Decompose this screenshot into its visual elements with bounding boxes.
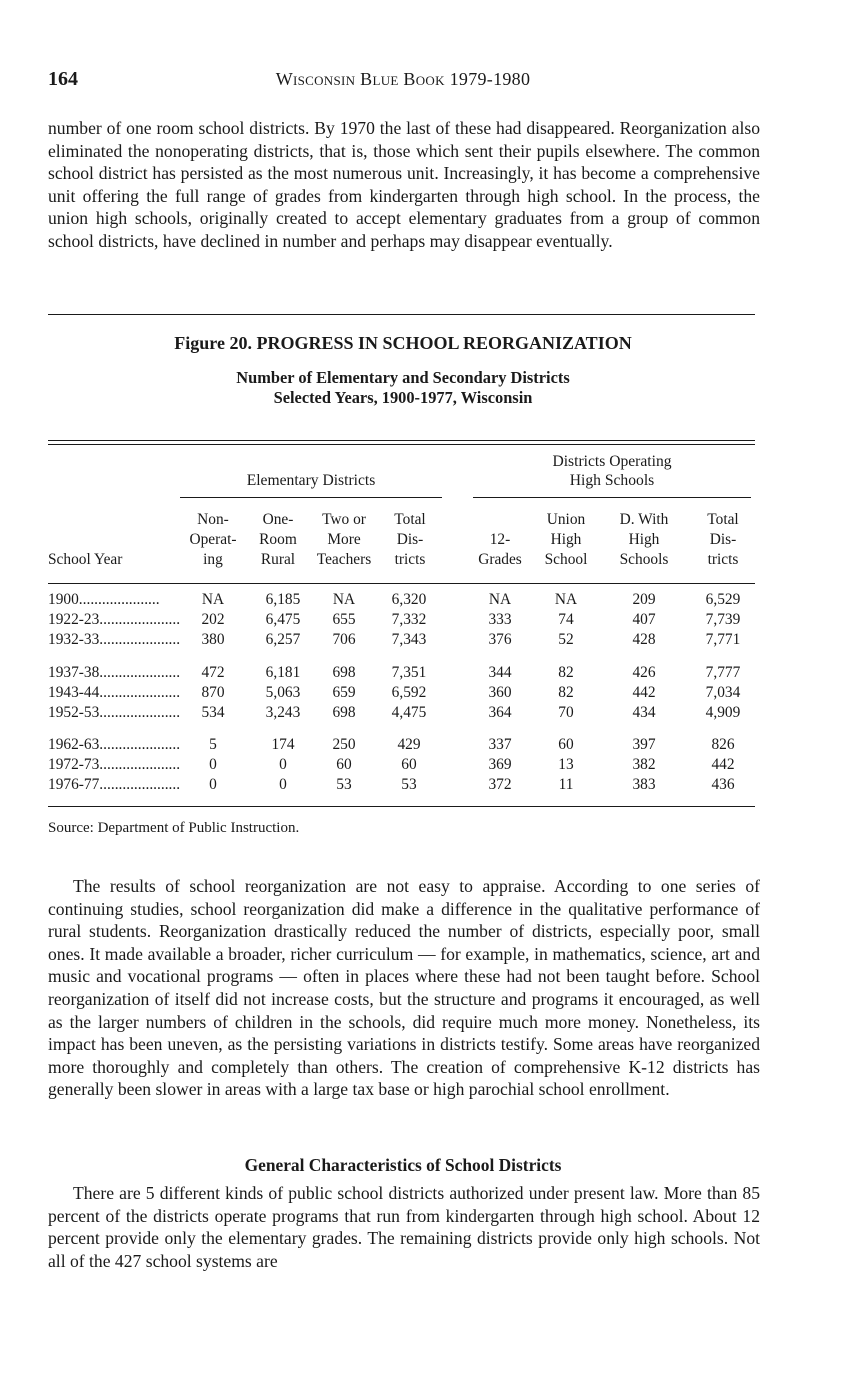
table-cell: 369: [488, 756, 512, 773]
table-cell: 344: [488, 664, 512, 681]
page-header: [48, 68, 758, 94]
table-cell: 472: [201, 664, 225, 681]
column-header: One- Room Rural: [259, 511, 297, 568]
table-cell: 0: [209, 756, 217, 773]
table-cell: 337: [488, 736, 512, 753]
table-row-year: 1952-53.....................: [48, 704, 180, 721]
table-cell: 397: [632, 736, 656, 753]
column-header: Total Dis- tricts: [707, 511, 739, 568]
table-cell: 0: [279, 776, 287, 793]
table-cell: NA: [201, 591, 225, 608]
high-school-group-rule: [473, 497, 751, 498]
figure-subtitle-line1: Number of Elementary and Secondary Districts: [236, 368, 570, 387]
table-cell: 429: [397, 736, 421, 753]
table-cell: 7,332: [391, 611, 427, 628]
table-cell: 7,739: [705, 611, 741, 628]
table-cell: 202: [201, 611, 225, 628]
table-cell: 383: [632, 776, 656, 793]
table-cell: 407: [632, 611, 656, 628]
divider: [48, 314, 755, 315]
table-cell: 382: [632, 756, 656, 773]
table-cell: 826: [711, 736, 735, 753]
table-row-year: 1972-73.....................: [48, 756, 180, 773]
results-paragraph: The results of school reorganization are not easy to appraise. According to one series of continuing studies, school reorganization did make a difference in the qualitative performance of rural students. Reorganization drastically reduced the number of districts, especially poor, small ones. It made available a broader, richer curriculum — for example, in mathematics, science, art and music and vocational programs — often in places where these had not been taught before. School reorganization of itself did not increase costs, but the structure and programs it encouraged, as well as the larger numbers of children in the schools, did require much more money. Nonetheless, its impact has been uneven, as the persisting variations in districts testify. Some areas have reorganized more thoroughly and completely than others. The creation of comprehensive K-12 districts has generally been slower in areas with a large tax base or high parochial school enrollment.: [48, 876, 760, 1100]
table-cell: 436: [711, 776, 735, 793]
section-heading: General Characteristics of School Districts: [244, 1155, 562, 1175]
table-cell: 82: [558, 684, 574, 701]
table-row-year: 1962-63.....................: [48, 736, 180, 753]
group-header-high-line2: High Schools: [569, 472, 655, 489]
table-cell: 442: [711, 756, 735, 773]
intro-paragraph: number of one room school districts. By 1970 the last of these had disappeared. Reorganization also eliminated the nonoperating districts, that is, those which sent their pupils elsewhere. The common school district has persisted as the most numerous unit. Increasingly, it has become a comprehensive unit offering the full range of grades from kindergarten through high school. In the process, the union high schools, originally created to accept elementary graduates from a group of common school districts, have declined in number and perhaps may disappear eventually.: [48, 118, 760, 251]
book-title: Wisconsin Blue Book 1979-1980: [275, 69, 531, 89]
table-cell: 698: [332, 704, 356, 721]
table-cell: 360: [488, 684, 512, 701]
table-cell: 52: [558, 631, 574, 648]
table-cell: 4,475: [391, 704, 427, 721]
table-cell: 333: [488, 611, 512, 628]
table-row-year: 1900.....................: [48, 591, 160, 608]
table-cell: 6,475: [265, 611, 301, 628]
source-note: Source: Department of Public Instruction.: [48, 820, 300, 836]
table-row-year: 1943-44.....................: [48, 684, 180, 701]
table-cell: 364: [488, 704, 512, 721]
section-paragraph: There are 5 different kinds of public school districts authorized under present law. More than 85 percent of the districts operate programs that run from kindergarten through high school. About 12 percent provide only the elementary grades. The remaining districts provide only high schools. Not all of the 427 school systems are: [48, 1183, 760, 1271]
table-cell: 655: [332, 611, 356, 628]
table-cell: 6,592: [391, 684, 427, 701]
table-cell: 6,257: [265, 631, 301, 648]
table-cell: 870: [201, 684, 225, 701]
table-cell: 209: [632, 591, 656, 608]
table-cell: 5,063: [265, 684, 301, 701]
table-cell: 53: [336, 776, 352, 793]
figure-subtitle-line2: Selected Years, 1900-1977, Wisconsin: [273, 388, 533, 407]
table-row-year: 1937-38.....................: [48, 664, 180, 681]
table-cell: 13: [558, 756, 574, 773]
table-cell: 0: [209, 776, 217, 793]
table-cell: 426: [632, 664, 656, 681]
table-cell: 534: [201, 704, 225, 721]
table-cell: 53: [401, 776, 417, 793]
table-bottom-rule: [48, 806, 755, 807]
table-cell: 434: [632, 704, 656, 721]
table-cell: 6,320: [391, 591, 427, 608]
column-header: Total Dis- tricts: [394, 511, 426, 568]
table-cell: NA: [554, 591, 578, 608]
table-cell: 3,243: [265, 704, 301, 721]
table-cell: NA: [488, 591, 512, 608]
table-cell: 70: [558, 704, 574, 721]
group-header-high-schools: [473, 452, 751, 490]
table-cell: 5: [209, 736, 217, 753]
column-header: School Year: [48, 551, 123, 568]
table-cell: 442: [632, 684, 656, 701]
column-header: Union High School: [544, 511, 588, 568]
table-cell: 60: [336, 756, 352, 773]
table-top-rule: [48, 440, 755, 441]
table-cell: 74: [558, 611, 574, 628]
table-cell: 0: [279, 756, 287, 773]
column-header: Two or More Teachers: [316, 511, 372, 568]
table-cell: 7,777: [705, 664, 741, 681]
table-cell: 4,909: [705, 704, 741, 721]
table-cell: 11: [558, 776, 574, 793]
table-cell: 428: [632, 631, 656, 648]
table-cell: 60: [401, 756, 417, 773]
table-cell: 60: [558, 736, 574, 753]
table-cell: 82: [558, 664, 574, 681]
table-top-rule-double: [48, 444, 755, 445]
group-header-elementary: Elementary Districts: [246, 472, 376, 489]
group-header-high-line1: Districts Operating: [552, 453, 672, 470]
table-cell: 7,771: [705, 631, 741, 648]
page-number: 164: [48, 68, 78, 90]
table-cell: 7,343: [391, 631, 427, 648]
column-header: D. With High Schools: [619, 511, 669, 568]
column-header: Non- Operat- ing: [189, 511, 237, 568]
table-row-year: 1932-33.....................: [48, 631, 180, 648]
table-row-year: 1922-23.....................: [48, 611, 180, 628]
table-cell: 380: [201, 631, 225, 648]
table-cell: 174: [271, 736, 295, 753]
table-cell: 6,529: [705, 591, 741, 608]
table-cell: 6,181: [265, 664, 301, 681]
table-cell: 7,351: [391, 664, 427, 681]
elementary-group-rule: [180, 497, 442, 498]
table-cell: 659: [332, 684, 356, 701]
table-cell: 372: [488, 776, 512, 793]
table-cell: 706: [332, 631, 356, 648]
table-cell: NA: [332, 591, 356, 608]
table-cell: 7,034: [705, 684, 741, 701]
table-cell: 6,185: [265, 591, 301, 608]
table-cell: 698: [332, 664, 356, 681]
table-header-rule: [48, 583, 755, 584]
column-header: 12- Grades: [478, 531, 522, 568]
table-cell: 250: [332, 736, 356, 753]
figure-title: Figure 20. PROGRESS IN SCHOOL REORGANIZATION: [174, 333, 632, 353]
table-row-year: 1976-77.....................: [48, 776, 180, 793]
table-cell: 376: [488, 631, 512, 648]
